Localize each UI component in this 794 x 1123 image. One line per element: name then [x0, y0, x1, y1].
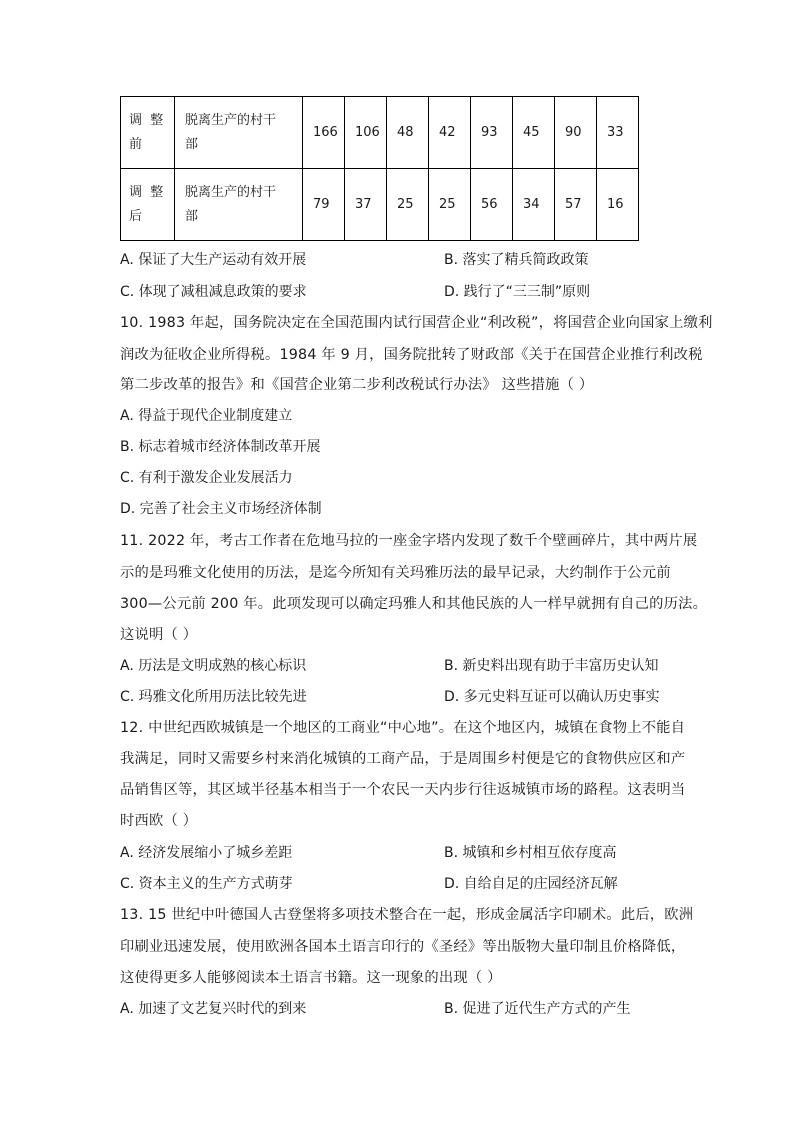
row-desc-cell: [175, 97, 303, 169]
row-desc-line2: 部: [185, 136, 199, 152]
table-cell: 48: [387, 97, 429, 169]
q9-option-d: D. 践行了“三三制”原则: [444, 284, 591, 300]
q11-option-d: D. 多元史料互证可以确认历史事实: [444, 689, 660, 705]
row-label-line2: 后: [129, 208, 143, 224]
q12-stem-line1: 12. 中世纪西欧城镇是一个地区的工商业“中心地”。在这个地区内，城镇在食物上不能自: [120, 720, 686, 736]
row-label-line1: 调 整: [129, 112, 164, 128]
q10-option-a: A. 得益于现代企业制度建立: [120, 408, 293, 424]
table-cell: 33: [597, 97, 639, 169]
q9-option-c: C. 体现了减租减息政策的要求: [120, 284, 307, 300]
table-cell: 79: [303, 169, 345, 241]
q11-option-c: C. 玛雅文化所用历法比较先进: [120, 689, 307, 705]
row-desc-cell: [175, 169, 303, 241]
table-cell: 25: [429, 169, 471, 241]
row-desc-line1: 脱离生产的村干: [185, 112, 277, 128]
q12-option-d: D. 自给自足的庄园经济瓦解: [444, 876, 618, 892]
table-cell: 45: [513, 97, 555, 169]
q10-stem-line1: 10. 1983 年起，国务院决定在全国范围内试行国营企业“利改税”，将国营企业向国家上缴利: [120, 315, 713, 331]
row-label-line1: 调 整: [129, 184, 164, 200]
q11-stem-line2: 示的是玛雅文化使用的历法，是迄今所知有关玛雅历法的最早记录，大约制作于公元前: [120, 565, 671, 581]
table-cell: 106: [345, 97, 387, 169]
table-row: [121, 169, 639, 241]
q9-option-a: A. 保证了大生产运动有效开展: [120, 252, 307, 268]
table-cell: 37: [345, 169, 387, 241]
q11-option-a: A. 历法是文明成熟的核心标识: [120, 658, 307, 674]
q13-option-a: A. 加速了文艺复兴时代的到来: [120, 1001, 307, 1017]
row-desc-line1: 脱离生产的村干: [185, 184, 277, 200]
q11-stem-line4: 这说明（ ）: [120, 627, 198, 643]
row-desc-line2: 部: [185, 208, 199, 224]
table-cell: 93: [471, 97, 513, 169]
q9-option-b: B. 落实了精兵简政政策: [444, 252, 589, 268]
q12-stem-line4: 时西欧（ ）: [120, 813, 198, 829]
data-table: [120, 96, 639, 241]
q12-option-c: C. 资本主义的生产方式萌芽: [120, 876, 293, 892]
q13-option-b: B. 促进了近代生产方式的产生: [444, 1001, 631, 1017]
table-cell: 90: [555, 97, 597, 169]
table-cell: 42: [429, 97, 471, 169]
row-label-cell: [121, 97, 175, 169]
q12-option-b: B. 城镇和乡村相互依存度高: [444, 845, 617, 861]
q13-stem-line3: 这使得更多人能够阅读本土语言书籍。这一现象的出现（ ）: [120, 970, 502, 986]
table-cell: 34: [513, 169, 555, 241]
q12-stem-line3: 品销售区等，其区域半径基本相当于一个农民一天内步行往返城镇市场的路程。这表明当: [120, 782, 686, 798]
q13-stem-line1: 13. 15 世纪中叶德国人古登堡将多项技术整合在一起，形成金属活字印刷术。此后，欧洲: [120, 907, 694, 923]
q10-option-b: B. 标志着城市经济体制改革开展: [120, 439, 321, 455]
q12-option-a: A. 经济发展缩小了城乡差距: [120, 845, 293, 861]
table-cell: 57: [555, 169, 597, 241]
table-row: [121, 97, 639, 169]
q10-option-d: D. 完善了社会主义市场经济体制: [120, 501, 322, 517]
row-label-line2: 前: [129, 136, 143, 152]
q10-option-c: C. 有利于激发企业发展活力: [120, 470, 293, 486]
table-cell: 25: [387, 169, 429, 241]
table-cell: 16: [597, 169, 639, 241]
q12-stem-line2: 我满足，同时又需要乡村来消化城镇的工商产品，于是周围乡村便是它的食物供应区和产: [120, 751, 686, 767]
table-cell: 166: [303, 97, 345, 169]
q11-option-b: B. 新史料出现有助于丰富历史认知: [444, 658, 659, 674]
q13-stem-line2: 印刷业迅速发展，使用欧洲各国本土语言印行的《圣经》等出版物大量印制且价格降低，: [120, 939, 686, 955]
q10-stem-line2: 润改为征收企业所得税。1984 年 9 月，国务院批转了财政部《关于在国营企业推行利改税: [120, 347, 703, 363]
q11-stem-line3: 300—公元前 200 年。此项发现可以确定玛雅人和其他民族的人一样早就拥有自己的历法。: [120, 596, 708, 612]
row-label-cell: [121, 169, 175, 241]
q11-stem-line1: 11. 2022 年，考古工作者在危地马拉的一座金字塔内发现了数千个壁画碎片，其中两片展: [120, 533, 698, 549]
q10-stem-line3: 第二步改革的报告》和《国营企业第二步利改税试行办法》 这些措施（ ）: [120, 377, 594, 393]
table-cell: 56: [471, 169, 513, 241]
